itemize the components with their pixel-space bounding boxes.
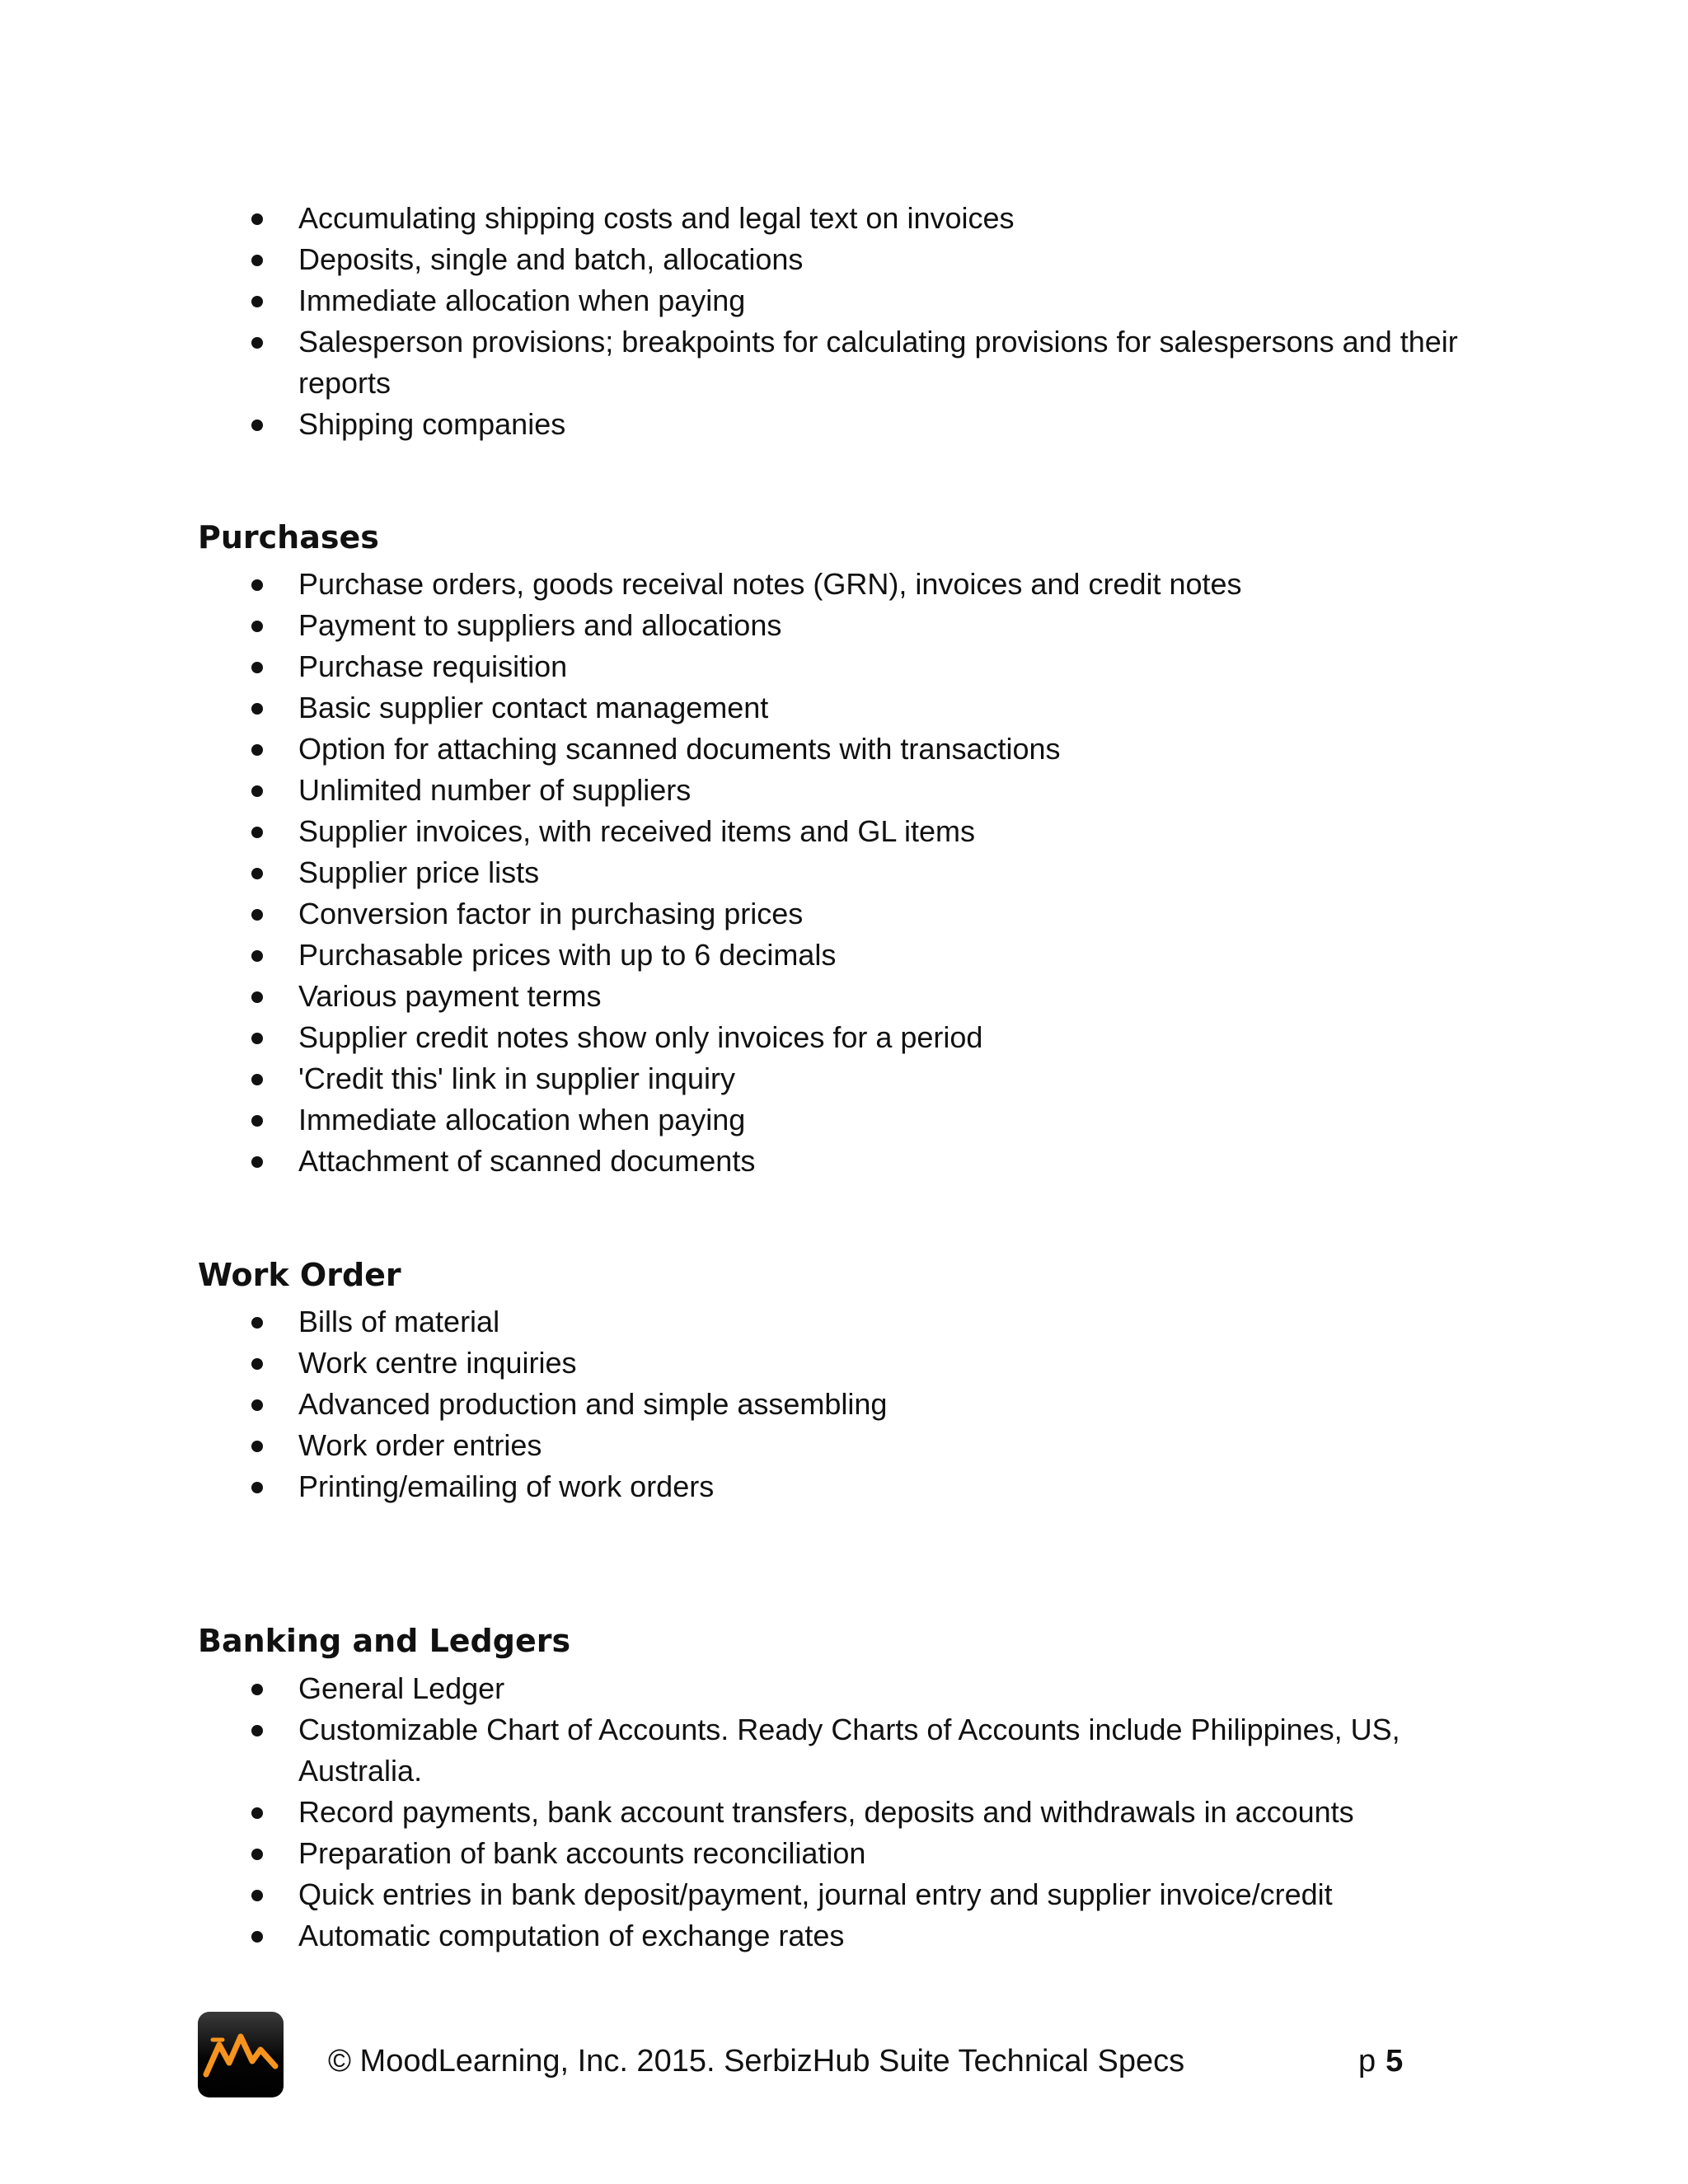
list-item	[251, 770, 1488, 811]
bullet-icon	[251, 991, 263, 1003]
bullet-icon	[251, 703, 263, 715]
bullet-icon	[251, 1890, 263, 1901]
bullet-icon	[251, 662, 263, 673]
list-item-text: Unlimited number of suppliers	[298, 773, 692, 807]
bullet-icon	[251, 1156, 263, 1168]
logo-zigzag-line	[206, 2036, 275, 2074]
list-item	[251, 1874, 1488, 1915]
bullet-icon	[251, 950, 263, 962]
list-item	[251, 564, 1488, 605]
list-item	[251, 321, 1488, 404]
list-item	[251, 280, 1488, 321]
list-item-text: Conversion factor in purchasing prices	[298, 897, 804, 930]
list-item-text: Supplier invoices, with received items and GL items	[298, 814, 976, 848]
list-item	[251, 239, 1488, 280]
list-item	[251, 935, 1488, 976]
bullet-icon	[251, 296, 263, 307]
list-item-text: Printing/emailing of work orders	[298, 1469, 715, 1503]
list-item-text: Accumulating shipping costs and legal text on invoices	[298, 201, 1015, 235]
list-item	[251, 1709, 1488, 1792]
list-item-text: Various payment terms	[298, 979, 602, 1013]
bullet-icon	[251, 1849, 263, 1860]
list-item	[251, 1833, 1488, 1874]
list-item	[251, 1017, 1488, 1058]
bullet-icon	[251, 744, 263, 756]
bullet-icon	[251, 337, 263, 349]
bullet-icon	[251, 1482, 263, 1493]
bullet-icon	[251, 1441, 263, 1452]
list-item-text: Salesperson provisions; breakpoints for calculating provisions for salespersons and their reports	[298, 325, 1458, 400]
work-order-heading: Work Order	[198, 1257, 401, 1293]
list-item	[251, 1915, 1488, 1957]
list-item	[251, 1099, 1488, 1141]
bullet-icon	[251, 1317, 263, 1329]
list-item-text: Customizable Chart of Accounts. Ready Charts of Accounts include Philippines, US, Australia.	[298, 1713, 1400, 1788]
bullet-icon	[251, 255, 263, 266]
list-item-text: Automatic computation of exchange rates	[298, 1919, 845, 1952]
list-item-text: Record payments, bank account transfers, deposits and withdrawals in accounts	[298, 1795, 1354, 1829]
list-item-text: 'Credit this' link in supplier inquiry	[298, 1062, 735, 1095]
list-item-text: Purchase orders, goods receival notes (GRN), invoices and credit notes	[298, 567, 1242, 601]
list-item-text: Immediate allocation when paying	[298, 284, 746, 317]
bullet-icon	[251, 579, 263, 591]
bullet-icon	[251, 1358, 263, 1370]
list-item	[251, 1343, 1488, 1384]
bullet-icon	[251, 1074, 263, 1085]
banking-bullet-list	[251, 1668, 1488, 1957]
intro-bullet-list	[251, 198, 1488, 445]
list-item	[251, 1466, 1488, 1507]
work-order-bullet-list	[251, 1301, 1488, 1507]
bullet-icon	[251, 1807, 263, 1819]
logo-mark	[198, 2012, 284, 2097]
bullet-icon	[251, 419, 263, 431]
list-item	[251, 198, 1488, 239]
bullet-icon	[251, 1115, 263, 1127]
bullet-icon	[251, 1033, 263, 1044]
list-item	[251, 1141, 1488, 1182]
list-item-text: Purchasable prices with up to 6 decimals	[298, 938, 837, 972]
list-item-text: Immediate allocation when paying	[298, 1103, 746, 1137]
list-item	[251, 1301, 1488, 1343]
list-item-text: Purchase requisition	[298, 649, 568, 683]
list-item-text: Work centre inquiries	[298, 1346, 577, 1380]
bullet-icon	[251, 785, 263, 797]
bullet-icon	[251, 1684, 263, 1695]
list-item-text: Quick entries in bank deposit/payment, journal entry and supplier invoice/credit	[298, 1877, 1333, 1911]
bullet-icon	[251, 1931, 263, 1943]
list-item-text: General Ledger	[298, 1671, 505, 1705]
list-item-text: Bills of material	[298, 1305, 500, 1338]
list-item-text: Shipping companies	[298, 407, 566, 441]
list-item	[251, 811, 1488, 852]
bullet-icon	[251, 827, 263, 838]
footer-copyright: © MoodLearning, Inc. 2015. SerbizHub Suite Technical Specs	[328, 2044, 1185, 2079]
list-item-text: Advanced production and simple assembling	[298, 1387, 888, 1421]
bullet-icon	[251, 1725, 263, 1736]
moodlearning-logo-icon	[198, 2012, 284, 2097]
bullet-icon	[251, 868, 263, 879]
bullet-icon	[251, 621, 263, 632]
page-number: 5	[1386, 2044, 1404, 2079]
list-item-text: Basic supplier contact management	[298, 691, 769, 724]
list-item	[251, 605, 1488, 646]
list-item	[251, 1668, 1488, 1709]
list-item	[251, 852, 1488, 893]
list-item	[251, 1792, 1488, 1833]
page-prefix: p	[1358, 2044, 1376, 2079]
list-item-text: Deposits, single and batch, allocations	[298, 242, 804, 276]
list-item	[251, 687, 1488, 729]
list-item-text: Supplier price lists	[298, 855, 540, 889]
list-item	[251, 1384, 1488, 1425]
banking-ledgers-heading: Banking and Ledgers	[198, 1623, 571, 1659]
list-item	[251, 404, 1488, 445]
list-item	[251, 646, 1488, 687]
bullet-icon	[251, 213, 263, 225]
purchases-heading: Purchases	[198, 519, 379, 555]
bullet-icon	[251, 909, 263, 921]
list-item-text: Work order entries	[298, 1428, 542, 1462]
list-item	[251, 1425, 1488, 1466]
list-item	[251, 1058, 1488, 1099]
purchases-bullet-list	[251, 564, 1488, 1182]
list-item	[251, 893, 1488, 935]
list-item	[251, 976, 1488, 1017]
list-item-text: Supplier credit notes show only invoices for a period	[298, 1020, 983, 1054]
list-item-text: Attachment of scanned documents	[298, 1144, 756, 1178]
list-item-text: Preparation of bank accounts reconciliation	[298, 1836, 866, 1870]
bullet-icon	[251, 1399, 263, 1411]
list-item-text: Option for attaching scanned documents with transactions	[298, 732, 1061, 766]
list-item	[251, 729, 1488, 770]
list-item-text: Payment to suppliers and allocations	[298, 608, 782, 642]
footer-page-number	[1358, 2042, 1403, 2080]
